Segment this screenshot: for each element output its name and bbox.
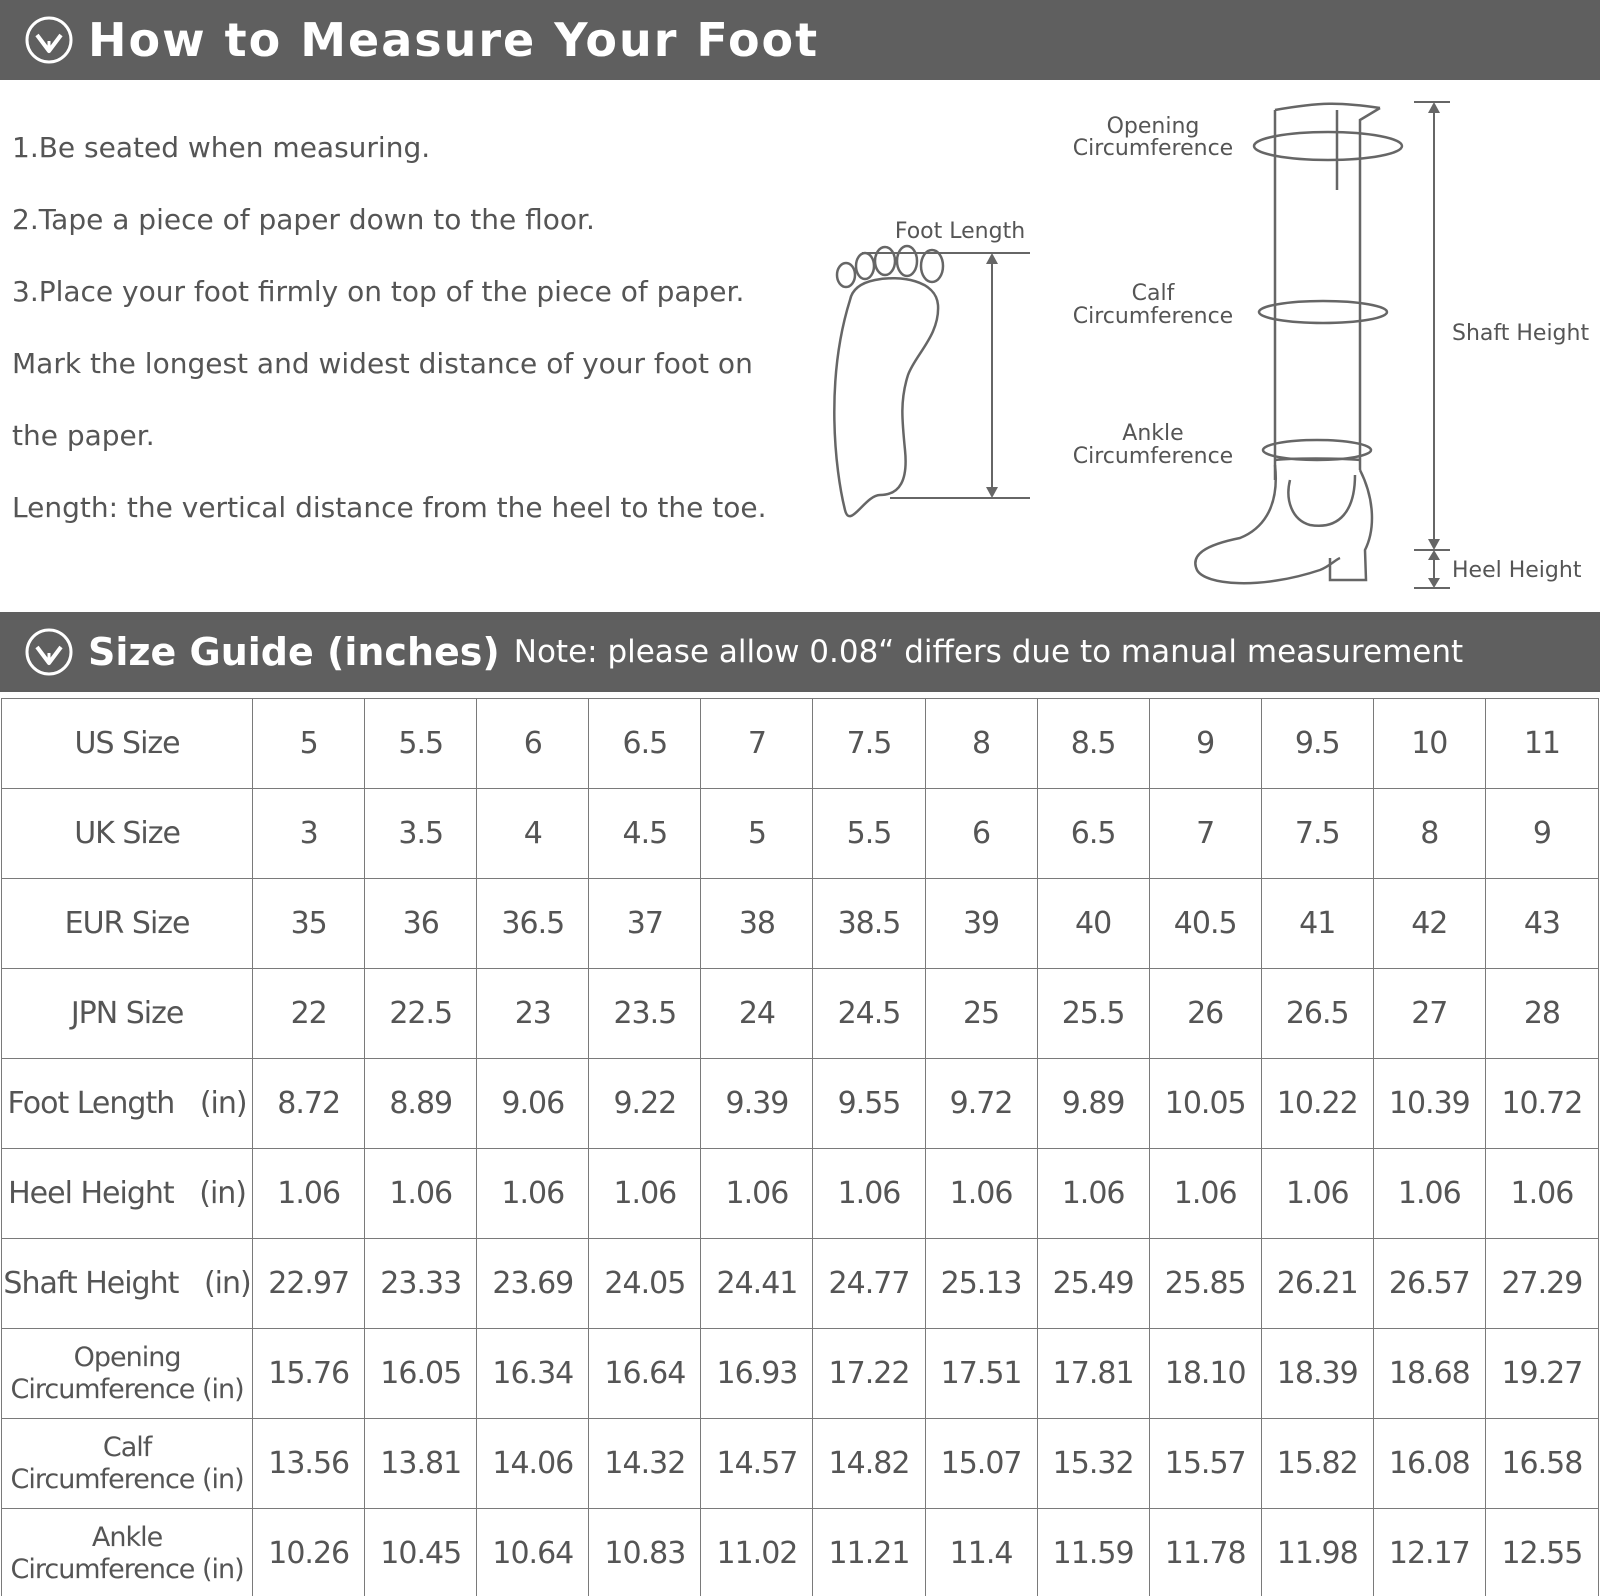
table-cell: 26 [1149, 969, 1261, 1059]
table-cell: 37 [589, 879, 701, 969]
instruction-line: the paper. [12, 419, 155, 452]
row-label-line: Circumference (in) [10, 1553, 244, 1585]
table-cell: 24.05 [589, 1239, 701, 1329]
table-cell: 40 [1037, 879, 1149, 969]
chevron-down-circle-icon [24, 627, 74, 677]
table-cell: 24 [701, 969, 813, 1059]
table-cell: 36.5 [477, 879, 589, 969]
table-cell: 14.57 [701, 1419, 813, 1509]
table-cell: 26.57 [1373, 1239, 1485, 1329]
table-cell: 17.22 [813, 1329, 925, 1419]
ankle-label-2: Circumference [1072, 444, 1234, 469]
table-row [2, 1149, 1599, 1239]
ankle-label-1: Ankle [1122, 421, 1184, 446]
table-cell: 26.5 [1261, 969, 1373, 1059]
table-cell: 9.39 [701, 1059, 813, 1149]
table-cell: 8.5 [1037, 699, 1149, 789]
table-cell: 27 [1373, 969, 1485, 1059]
table-cell: 14.82 [813, 1419, 925, 1509]
table-cell: 1.06 [1485, 1149, 1598, 1239]
table-cell: 1.06 [1261, 1149, 1373, 1239]
table-cell: 8 [1373, 789, 1485, 879]
table-cell: 9.89 [1037, 1059, 1149, 1149]
table-cell: 1.06 [813, 1149, 925, 1239]
table-cell: 25.85 [1149, 1239, 1261, 1329]
table-cell: 10.26 [253, 1509, 365, 1596]
table-cell: 7 [1149, 789, 1261, 879]
table-cell: 18.39 [1261, 1329, 1373, 1419]
table-cell: 3.5 [365, 789, 477, 879]
table-cell: 1.06 [477, 1149, 589, 1239]
size-guide-title: Size Guide (inches) [88, 630, 500, 674]
table-cell: 10.64 [477, 1509, 589, 1596]
table-cell: 14.32 [589, 1419, 701, 1509]
row-label [2, 1509, 253, 1596]
heel-height-label: Heel Height [1452, 558, 1582, 583]
table-cell: 18.68 [1373, 1329, 1485, 1419]
foot-outline-icon [834, 246, 943, 516]
table-cell: 11.59 [1037, 1509, 1149, 1596]
table-cell: 10 [1373, 699, 1485, 789]
table-cell: 27.29 [1485, 1239, 1598, 1329]
table-cell: 4.5 [589, 789, 701, 879]
table-cell: 16.05 [365, 1329, 477, 1419]
table-cell: 1.06 [1037, 1149, 1149, 1239]
table-cell: 24.5 [813, 969, 925, 1059]
measure-title: How to Measure Your Foot [88, 13, 820, 67]
calf-label-1: Calf [1131, 281, 1175, 306]
table-cell: 15.76 [253, 1329, 365, 1419]
table-cell: 7.5 [1261, 789, 1373, 879]
table-cell: 1.06 [1149, 1149, 1261, 1239]
table-cell: 4 [477, 789, 589, 879]
row-label [2, 1329, 253, 1419]
table-cell: 25.49 [1037, 1239, 1149, 1329]
table-cell: 10.45 [365, 1509, 477, 1596]
table-cell: 10.05 [1149, 1059, 1261, 1149]
table-cell: 1.06 [253, 1149, 365, 1239]
table-cell: 10.72 [1485, 1059, 1598, 1149]
instruction-line: Mark the longest and widest distance of your foot on [12, 347, 753, 380]
table-cell: 10.39 [1373, 1059, 1485, 1149]
table-cell: 40.5 [1149, 879, 1261, 969]
table-cell: 7 [701, 699, 813, 789]
table-cell: 9.22 [589, 1059, 701, 1149]
table-cell: 35 [253, 879, 365, 969]
table-cell: 13.56 [253, 1419, 365, 1509]
table-cell: 10.83 [589, 1509, 701, 1596]
table-row [2, 1239, 1599, 1329]
table-cell: 23.5 [589, 969, 701, 1059]
instructions [12, 120, 812, 552]
chevron-down-circle-icon [24, 15, 74, 65]
table-cell: 5.5 [813, 789, 925, 879]
measurement-diagram [820, 80, 1600, 612]
row-label: EUR Size [2, 879, 253, 969]
table-cell: 11.78 [1149, 1509, 1261, 1596]
table-cell: 15.32 [1037, 1419, 1149, 1509]
calf-circumference-ring [1259, 301, 1387, 323]
table-cell: 7.5 [813, 699, 925, 789]
table-cell: 16.34 [477, 1329, 589, 1419]
table-row [2, 969, 1599, 1059]
table-cell: 8.72 [253, 1059, 365, 1149]
opening-label-2: Circumference [1072, 136, 1234, 161]
table-cell: 16.08 [1373, 1419, 1485, 1509]
table-cell: 38 [701, 879, 813, 969]
table-cell: 9.5 [1261, 699, 1373, 789]
table-cell: 43 [1485, 879, 1598, 969]
table-cell: 23.69 [477, 1239, 589, 1329]
table-cell: 36 [365, 879, 477, 969]
table-cell: 11 [1485, 699, 1598, 789]
table-cell: 41 [1261, 879, 1373, 969]
table-cell: 8.89 [365, 1059, 477, 1149]
row-label-line: Opening [73, 1341, 181, 1373]
opening-label-1: Opening [1106, 114, 1200, 139]
row-label-line: Circumference (in) [10, 1463, 244, 1495]
table-cell: 9.06 [477, 1059, 589, 1149]
table-cell: 1.06 [925, 1149, 1037, 1239]
measure-header [0, 0, 1600, 80]
table-cell: 1.06 [365, 1149, 477, 1239]
table-cell: 8 [925, 699, 1037, 789]
table-cell: 15.57 [1149, 1419, 1261, 1509]
table-cell: 25.13 [925, 1239, 1037, 1329]
instruction-line: 3.Place your foot firmly on top of the piece of paper. [12, 275, 745, 308]
table-cell: 9 [1485, 789, 1598, 879]
table-cell: 23.33 [365, 1239, 477, 1329]
table-cell: 25.5 [1037, 969, 1149, 1059]
table-cell: 12.55 [1485, 1509, 1598, 1596]
table-cell: 6.5 [1037, 789, 1149, 879]
calf-label-2: Circumference [1072, 304, 1234, 329]
row-label: US Size [2, 699, 253, 789]
table-row [2, 699, 1599, 789]
ankle-circumference-ring [1263, 440, 1371, 460]
table-cell: 16.93 [701, 1329, 813, 1419]
table-row [2, 789, 1599, 879]
instruction-line: Length: the vertical distance from the heel to the toe. [12, 491, 767, 524]
size-guide-header [0, 612, 1600, 692]
table-cell: 24.77 [813, 1239, 925, 1329]
table-cell: 14.06 [477, 1419, 589, 1509]
row-label-line: Calf [102, 1431, 152, 1463]
table-cell: 18.10 [1149, 1329, 1261, 1419]
row-label: Foot Length (in) [2, 1059, 253, 1149]
table-cell: 6 [477, 699, 589, 789]
table-row [2, 1419, 1599, 1509]
table-cell: 9 [1149, 699, 1261, 789]
table-cell: 13.81 [365, 1419, 477, 1509]
row-label: JPN Size [2, 969, 253, 1059]
foot-length-label: Foot Length [894, 219, 1026, 244]
table-cell: 23 [477, 969, 589, 1059]
row-label [2, 1419, 253, 1509]
table-row [2, 879, 1599, 969]
table-cell: 11.02 [701, 1509, 813, 1596]
instruction-line: 2.Tape a piece of paper down to the floor. [12, 203, 595, 236]
table-cell: 6.5 [589, 699, 701, 789]
table-cell: 19.27 [1485, 1329, 1598, 1419]
table-cell: 42 [1373, 879, 1485, 969]
table-cell: 11.4 [925, 1509, 1037, 1596]
row-label: Shaft Height (in) [2, 1239, 253, 1329]
row-label-line: Circumference (in) [10, 1373, 244, 1405]
row-label: UK Size [2, 789, 253, 879]
table-cell: 26.21 [1261, 1239, 1373, 1329]
table-cell: 28 [1485, 969, 1598, 1059]
row-label-line: Ankle [91, 1521, 163, 1553]
table-cell: 1.06 [1373, 1149, 1485, 1239]
table-cell: 22 [253, 969, 365, 1059]
shaft-height-label: Shaft Height [1452, 321, 1590, 346]
table-cell: 24.41 [701, 1239, 813, 1329]
table-cell: 15.82 [1261, 1419, 1373, 1509]
table-cell: 22.97 [253, 1239, 365, 1329]
table-cell: 16.58 [1485, 1419, 1598, 1509]
table-cell: 11.98 [1261, 1509, 1373, 1596]
table-cell: 11.21 [813, 1509, 925, 1596]
table-cell: 9.55 [813, 1059, 925, 1149]
table-row [2, 1059, 1599, 1149]
table-cell: 39 [925, 879, 1037, 969]
table-cell: 5.5 [365, 699, 477, 789]
table-cell: 25 [925, 969, 1037, 1059]
boot-outline-icon [1195, 104, 1380, 583]
instruction-line: 1.Be seated when measuring. [12, 131, 431, 164]
table-cell: 3 [253, 789, 365, 879]
size-table [1, 698, 1599, 1596]
table-cell: 22.5 [365, 969, 477, 1059]
table-cell: 10.22 [1261, 1059, 1373, 1149]
table-cell: 5 [701, 789, 813, 879]
table-cell: 6 [925, 789, 1037, 879]
row-label: Heel Height (in) [2, 1149, 253, 1239]
table-cell: 15.07 [925, 1419, 1037, 1509]
table-row [2, 1329, 1599, 1419]
table-cell: 12.17 [1373, 1509, 1485, 1596]
table-cell: 38.5 [813, 879, 925, 969]
size-guide-note: Note: please allow 0.08“ differs due to manual measurement [513, 634, 1464, 670]
table-cell: 5 [253, 699, 365, 789]
table-cell: 1.06 [589, 1149, 701, 1239]
table-cell: 1.06 [701, 1149, 813, 1239]
table-row [2, 1509, 1599, 1596]
table-cell: 17.81 [1037, 1329, 1149, 1419]
table-cell: 17.51 [925, 1329, 1037, 1419]
table-cell: 16.64 [589, 1329, 701, 1419]
table-cell: 9.72 [925, 1059, 1037, 1149]
